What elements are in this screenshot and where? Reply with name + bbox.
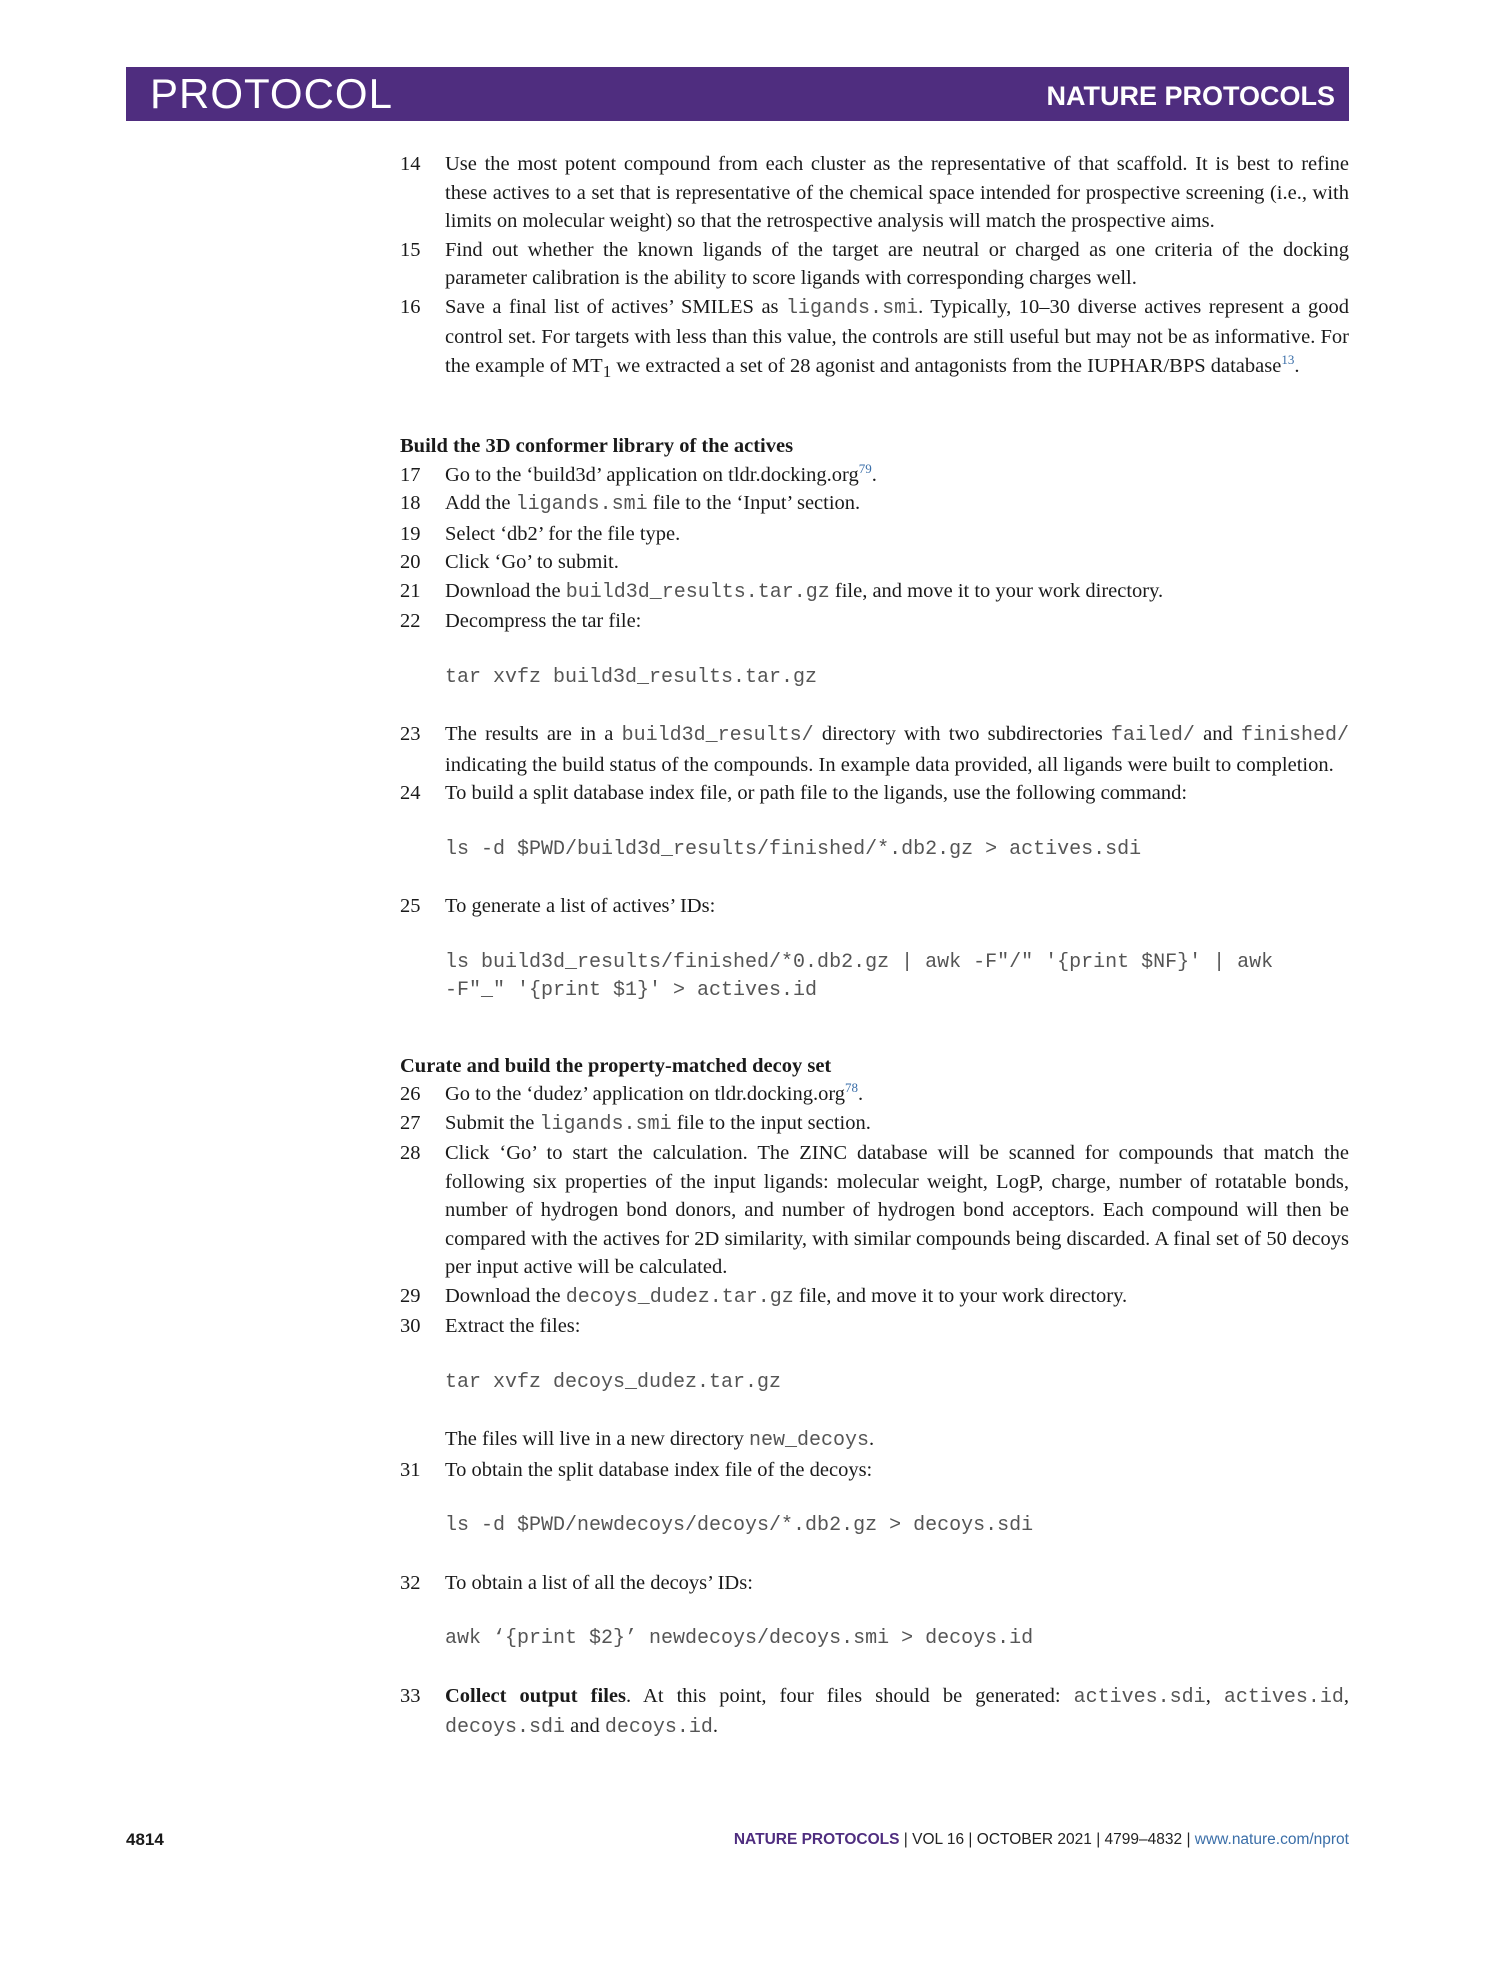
page-number: 4814 [126, 1830, 164, 1849]
step-19: 19 Select ‘db2’ for the file type. [400, 522, 681, 545]
step-18: 18 Add the ligands.smi file to the ‘Input’ section. [400, 492, 861, 517]
step-32: 32 To obtain a list of all the decoys’ IDs: [400, 1571, 753, 1594]
step-28: 28 Click ‘Go’ to start the calculation. The ZINC database will be scanned for compounds that match the following six properties of the input ligands: molecular weight, LogP, charge, number of rotatable bonds, number of hydrogen bond donors, and number of hydrogen bond acceptors. Each compound will then be compared with the actives for 2D similarity, with similar compounds being discarded. A final set of 50 decoys per input active will be calculated. [400, 1142, 1349, 1279]
step-25: 25 To generate a list of actives’ IDs: [400, 895, 716, 918]
reference-13[interactable]: 13 [1281, 351, 1295, 367]
code-block-actives-id-line2: -F"_" '{print $1}' > actives.id [445, 979, 818, 1003]
step-23: 23 The results are in a build3d_results/ directory with two subdirectories failed/ and finished/ indicating the build status of the compounds. In example data provided, all ligands were built to completion. [400, 723, 1349, 776]
reference-79[interactable]: 79 [858, 460, 872, 476]
section-heading-decoy-set: Curate and build the property-matched decoy set [400, 1054, 832, 1077]
step-31: 31 To obtain the split database index file of the decoys: [400, 1458, 873, 1481]
section-heading-build-3d: Build the 3D conformer library of the actives [400, 435, 794, 458]
step-21: 21 Download the build3d_results.tar.gz file, and move it to your work directory. [400, 579, 1164, 604]
footer-citation: NATURE PROTOCOLS | VOL 16 | OCTOBER 2021 | 4799–4832 | www.nature.com/nprot [733, 1831, 1349, 1848]
journal-url-link[interactable]: www.nature.com/nprot [1194, 1831, 1349, 1848]
code-block-actives-id-line1: ls build3d_results/finished/*0.db2.gz | awk -F"/" '{print $NF}' | awk [445, 950, 1274, 974]
article-type: PROTOCOL [150, 70, 393, 117]
header-banner [126, 67, 1349, 121]
code-block-extract-decoys: tar xvfz decoys_dudez.tar.gz [445, 1370, 782, 1394]
step-26: 26 Go to the ‘dudez’ application on tldr.docking.org$^{78}$. [400, 1080, 864, 1106]
code-block-decoys-sdi: ls -d $PWD/newdecoys/decoys/*.db2.gz > decoys.sdi [445, 1514, 1034, 1538]
step-29: 29 Download the decoys_dudez.tar.gz file, and move it to your work directory. [400, 1284, 1128, 1309]
step-15: 15 Find out whether the known ligands of the target are neutral or charged as one criteria of the docking parameter calibration is the ability to score ligands with corresponding charges well. [400, 238, 1349, 289]
code-block-decompress: tar xvfz build3d_results.tar.gz [445, 665, 818, 689]
step-30: 30 Extract the files: [400, 1315, 581, 1338]
code-block-decoys-id: awk ‘{print $2}’ newdecoys/decoys.smi > decoys.id [445, 1627, 1034, 1651]
step-22: 22 Decompress the tar file: [400, 610, 642, 633]
step-20: 20 Click ‘Go’ to submit. [400, 551, 619, 574]
reference-78[interactable]: 78 [845, 1080, 859, 1096]
step-24: 24 To build a split database index file, or path file to the ligands, use the following command: [400, 782, 1188, 805]
step-27: 27 Submit the ligands.smi file to the input section. [400, 1111, 871, 1136]
code-block-actives-sdi: ls -d $PWD/build3d_results/finished/*.db2.gz > actives.sdi [445, 837, 1142, 861]
step-16: 16 Save a final list of actives’ SMILES as ligands.smi. Typically, 10–30 diverse actives represent a good control set. For targets with less than this value, the controls are still useful but may not be as informative. For the example of $MT_1$ we extracted a set of 28 agonist and antagonists from the IUPHAR/BPS database$^{13}$. [400, 295, 1349, 381]
journal-name: NATURE PROTOCOLS [1046, 81, 1335, 111]
step-17: 17 Go to the ‘build3d’ application on tldr.docking.org$^{79}$. [400, 460, 877, 486]
step-33: 33 Collect output files. At this point, four files should be generated: actives.sdi, actives.id, decoys.sdi and decoys.id. [400, 1684, 1350, 1740]
protocol-body [400, 150, 1349, 1743]
step-14: 14 Use the most potent compound from each cluster as the representative of that scaffold. It is best to refine these actives to a set that is representative of the chemical space intended for prospective screening (i.e., with limits on molecular weight) so that the retrospective analysis will match the prospective aims. [400, 153, 1349, 232]
note-new-decoys: The files will live in a new directory new_decoys. [445, 1428, 875, 1453]
